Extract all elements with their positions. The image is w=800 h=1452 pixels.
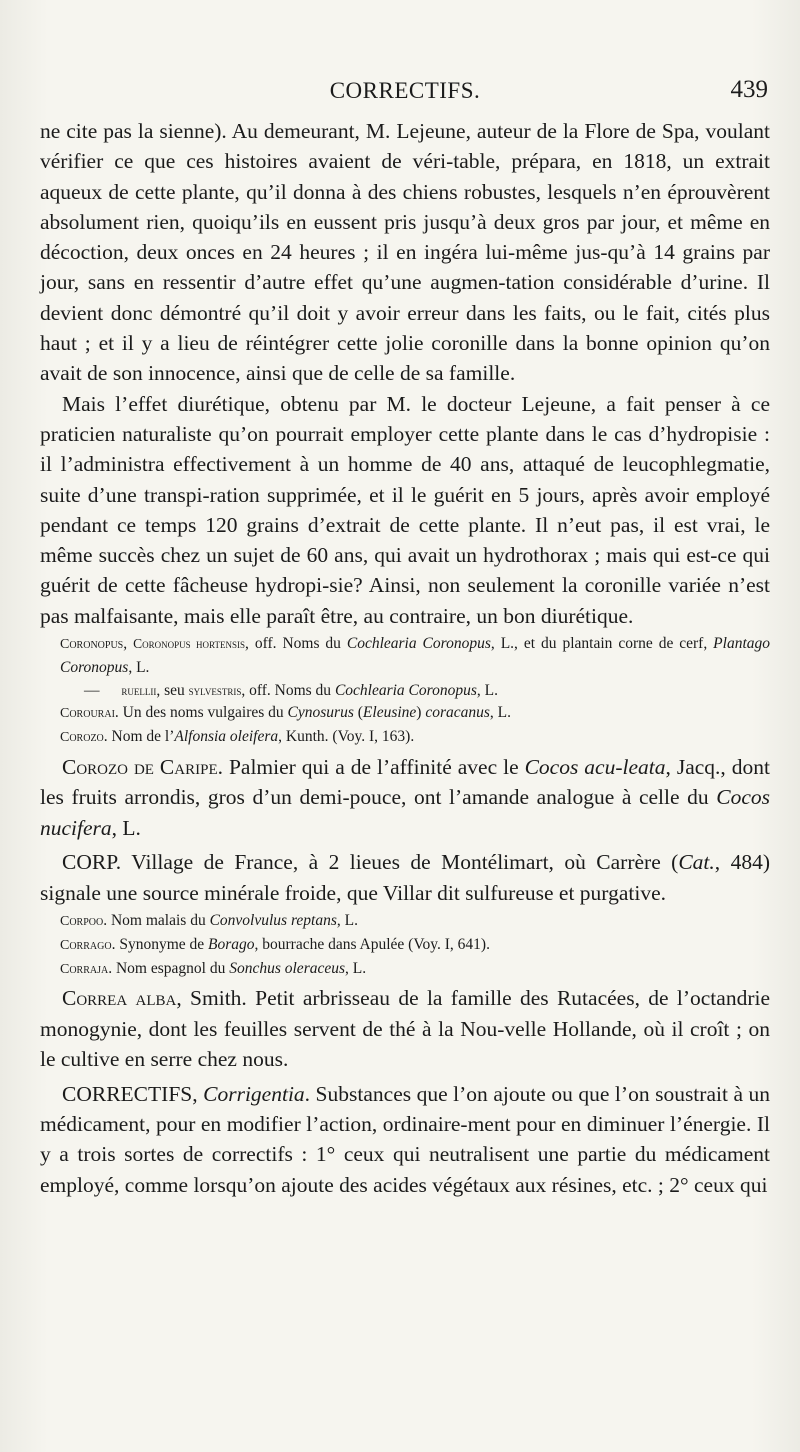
page-number: 439 [730,76,768,103]
entry-headword: Corourai [60,706,115,722]
italic-text: Alfonsia oleifera [174,728,279,746]
entry-text: . Un des noms vulgaires du [114,704,288,722]
italic-text: Corrigentia [203,1081,305,1106]
spacer [40,1200,770,1202]
italic-text: Eleusine [362,704,417,722]
entry-corraja [40,958,770,982]
entry-text: ( [353,704,363,722]
entry-headword: — [84,681,100,699]
italic-text: Borago [208,935,255,953]
entry-corrago [40,934,770,958]
paragraph-diuretic-effect: Mais l’effet diurétique, obtenu par M. le docteur Lejeune, a fait penser à ce praticien naturaliste qu’on pourrait employer cette plante dans le cas d’hydropisie : il l’administra effectivement à un homme de 40 ans, attaqué de leucophlegmatie, suite d’une transpi-ration supprimée, et il le guérit en 5 jours, après avoir employé pendant ce temps 120 grains d’extrait de cette plante. Il n’eut pas, il est vrai, le même succès chez un sujet de 60 ans, qui avait un hydrothorax ; mais qui est-ce qui guérit de cette fâcheuse hydropi-sie? Ainsi, non seulement la coronille variée n’est pas malfaisante, mais elle paraît être, au contraire, un bon diurétique. [40,391,770,628]
page-text [40,116,770,1202]
entry-corpoo [40,910,770,934]
italic-text: Plantago Coronopus [60,635,771,676]
entry-text: , L. [128,658,150,676]
entry-text: , [192,1081,204,1106]
entry-correctifs [40,1079,770,1201]
entry-headword: Corrago [60,937,112,953]
entry-text: . Palmier qui a de l’affinité avec le [217,755,525,780]
entry-text: , Smith. Petit arbrisseau de la famille des Rutacées, de l’octandrie monogynie, dont les feuilles servent de thé à la Nou-velle Hollande, où il croît ; on le cultive en serre chez nous. [40,986,771,1072]
entry-text: ) [416,704,426,722]
entry-text: , L. [336,912,358,930]
italic-text: Sonchus oleraceus [229,959,346,977]
entry-text: . Village de France, à 2 lieues de Montélimart, où Carrère ( [115,850,679,875]
entry-headword: Corozo [60,730,104,746]
entry-text: , [123,635,134,653]
page-header [40,72,770,116]
italic-text: Cynosurus [287,704,354,722]
entry-text: . Nom malais du [103,912,210,930]
italic-text: Cocos nucifera [40,785,770,840]
entry-headword: Corraja [60,961,109,977]
entry-text: . Synonyme de [111,935,209,953]
entry-text: , off. Noms du [245,635,347,653]
entry-headword: Corpoo [60,914,104,930]
entry-text: , L. [111,815,141,840]
entry-text: , off. Noms du [241,681,335,699]
entry-corozo [40,726,770,750]
entry-headword: CORRECTIFS [62,1081,193,1106]
small-caps-text: Coronopus hortensis [133,636,246,652]
italic-text: Cochlearia Coronopus [346,635,491,653]
entry-corozo-caripe [40,752,770,843]
entry-text: , L. [345,959,367,977]
italic-text: Cat. [678,850,715,875]
entry-text: , L. [489,704,512,722]
entry-text: , Kunth. (Voy. I, 163). [278,728,415,746]
entry-corp [40,847,770,908]
entry-text: , seu [156,681,189,699]
italic-text: Cochlearia Coronopus [334,681,477,699]
entry-text: , L. [476,681,498,699]
entry-headword: CORP [62,850,116,875]
entry-text: , 484) signale une source minérale froide, que Villar dit sulfureuse et purgative. [40,850,770,905]
entry-text: , L., et du plantain corne de cerf, [490,635,714,653]
entry-text: . Substances que l’on ajoute ou que l’on soustrait à un médicament, pour en modifier l’action, ordinaire-ment pour en diminuer l’énergie. Il y a trois sortes de correctifs : 1° ceux qui neutralisent une partie du médicament employé, comme lorsqu’on ajoute des acides végétaux aux résines, etc. ; 2° ceux qui [40,1081,771,1197]
entry-coronopus-ruellii [40,680,770,703]
entry-corourai [40,702,770,726]
italic-text: Cocos acu-leata [524,755,666,780]
paragraph-lejeune-experiment: ne cite pas la sienne). Au demeurant, M. Lejeune, auteur de la Flore de Spa, voulant vérifier ce que ces histoires avaient de véri-table, prépara, en 1818, un extrait aqueux de cette plante, qu’il donna à des chiens robustes, lesquels n’en éprouvèrent absolument rien, quoiqu’ils en eussent pris jusqu’à deux gros par jour, et même en décoction, deux onces en 24 heures ; il en ingéra lui-même jus-qu’à 14 grains par jour, sans en ressentir d’autre effet qu’une augmen-tation considérable d’urine. Il devient donc démontré qu’il doit y avoir erreur dans les faits, ou le fait, cités plus haut ; et il y a lieu de réintégrer cette jolie coronille dans la bonne opinion qu’on avait de son innocence, ainsi que de celle de sa famille. [40,119,770,386]
italic-text: coracanus [425,704,490,722]
entry-headword: Coronopus [60,637,124,653]
entry-text: , Jacq., dont les fruits arrondis, gros d’un demi-pouce, ont l’amande analogue à celle du [40,755,770,810]
entry-headword: Correa alba [62,986,177,1011]
running-title: CORRECTIFS. [329,78,481,103]
small-caps-text: sylvestris [188,682,242,698]
entry-text: . Nom de l’ [103,728,175,746]
italic-text: Convolvulus reptans [209,912,337,930]
entry-correa-alba [40,983,770,1074]
entry-headword: Corozo de Caripe [62,755,218,780]
entry-text: . Nom espagnol du [108,959,230,977]
dictionary-entries [40,633,770,1202]
entry-coronopus [40,633,770,680]
small-caps-text: ruellii [121,682,157,698]
entry-text: , bourrache dans Apulée (Voy. I, 641). [254,935,490,953]
